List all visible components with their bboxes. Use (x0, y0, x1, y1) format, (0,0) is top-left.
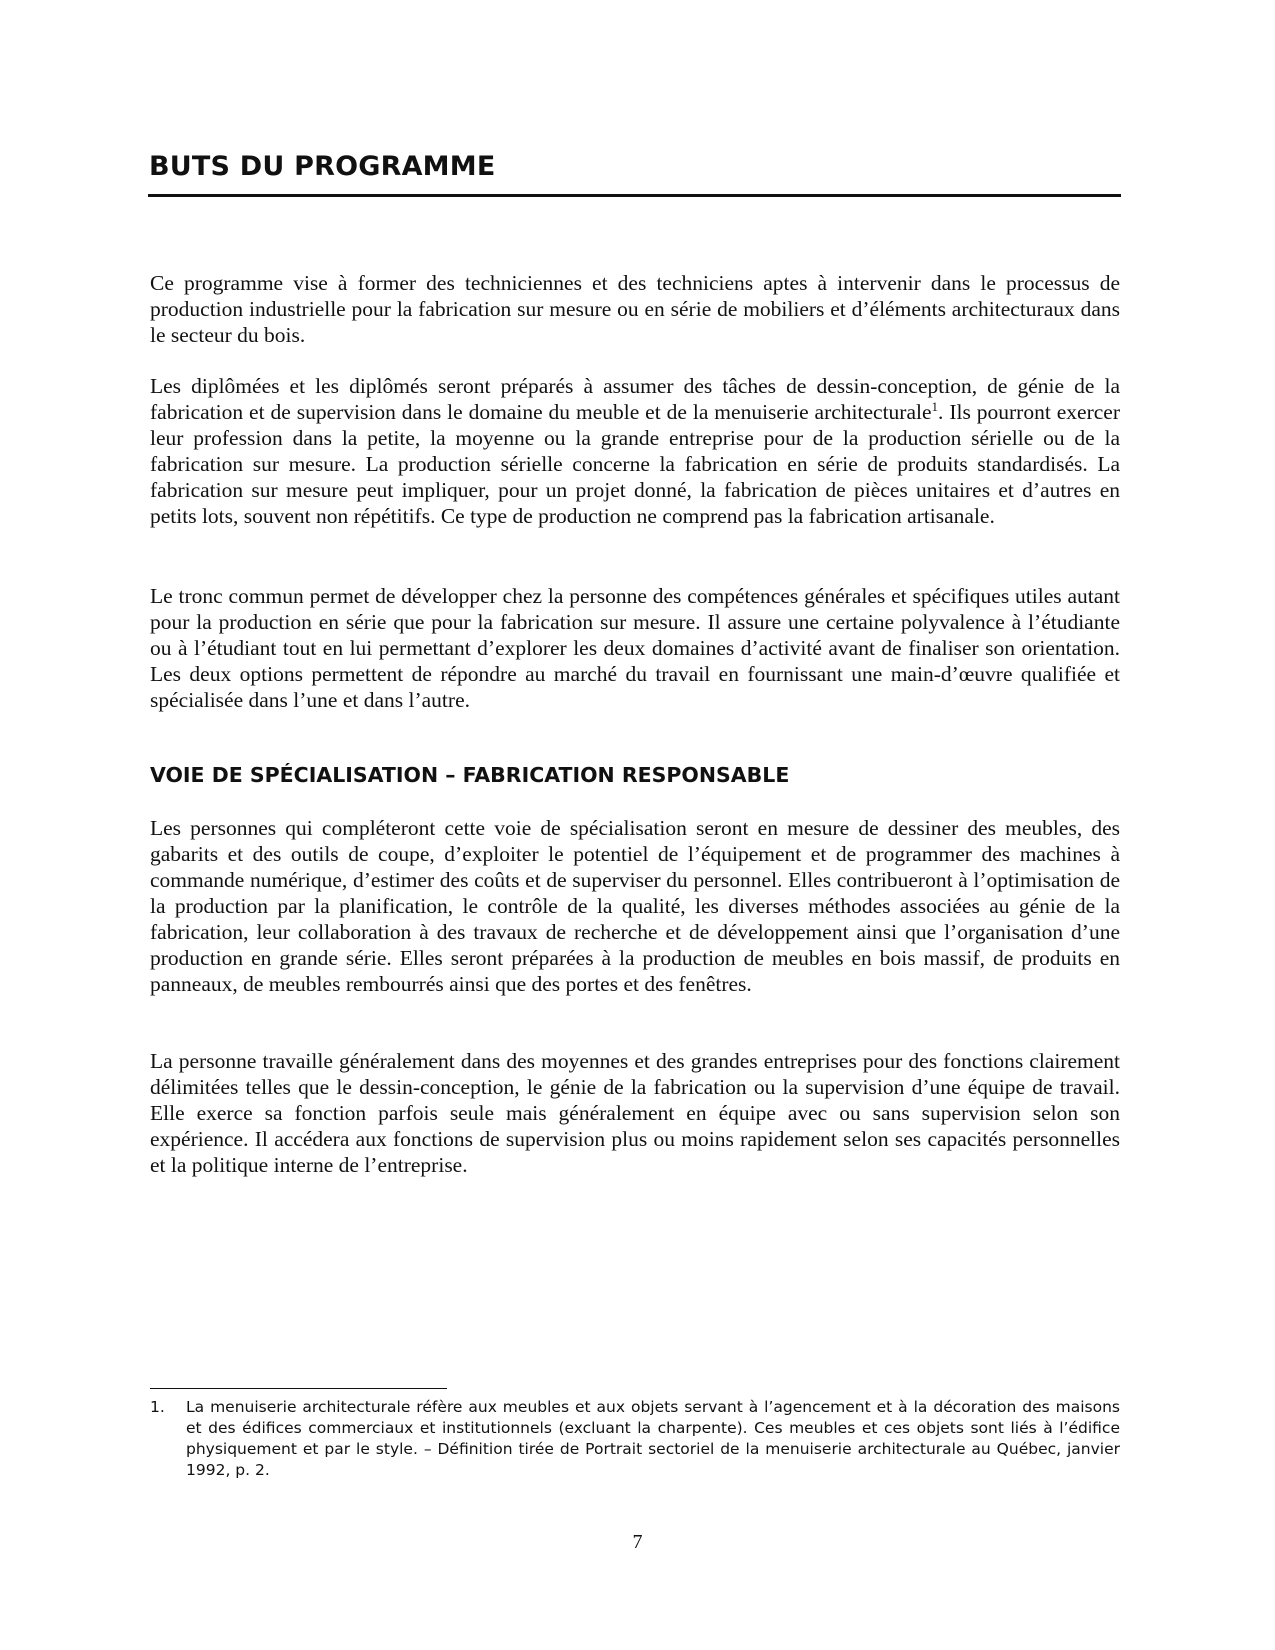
intro-paragraph-2 (150, 373, 1120, 529)
paragraph-text-before-ref: Les diplômées et les diplômés seront préparés à assumer des tâches de dessin-conception, de génie de la fabrication et de supervision dans le domaine du meuble et de la menuiserie architecturale (150, 374, 1120, 424)
intro-paragraph-3: Le tronc commun permet de développer chez la personne des compétences générales et spécifiques utiles autant pour la production en série que pour la fabrication sur mesure. Il assure une certaine polyvalence à l’étudiante ou à l’étudiant tout en lui permettant d’explorer les deux domaines d’activité avant de finaliser son orientation. Les deux options permettent de répondre au marché du travail en fournissant une main-d’œuvre qualifiée et spécialisée dans l’une et dans l’autre. (150, 584, 1120, 712)
section-heading: VOIE DE SPÉCIALISATION – FABRICATION RESPONSABLE (150, 763, 790, 787)
footnote-reference: 1 (931, 398, 939, 414)
footnote-separator (150, 1388, 447, 1389)
footnote-number: 1. (150, 1398, 165, 1416)
paragraph-text-after-ref: . Ils pourront exercer leur profession dans la petite, la moyenne ou la grande entreprise pour de la production sérielle ou de la fabrication sur mesure. La production sérielle concerne la fabrication en série de produits standardisés. La fabrication sur mesure peut impliquer, pour un projet donné, la fabrication de pièces unitaires et d’autres en petits lots, souvent non répétitifs. Ce type de production ne comprend pas la fabrication artisanale. (150, 400, 1120, 528)
section-paragraph-1: Les personnes qui compléteront cette voie de spécialisation seront en mesure de dessiner des meubles, des gabarits et des outils de coupe, d’exploiter le potentiel de l’équipement et de programmer des machines à commande numérique, d’estimer des coûts et de superviser du personnel. Elles contribueront à l’optimisation de la production par la planification, le contrôle de la qualité, les diverses méthodes associées au génie de la fabrication, leur collaboration à des travaux de recherche et de développement ainsi que l’organisation d’une production en grande série. Elles seront préparées à la production de meubles en bois massif, de produits en panneaux, de meubles rembourrés ainsi que des portes et des fenêtres. (150, 816, 1120, 996)
page-title: BUTS DU PROGRAMME (149, 151, 496, 182)
section-paragraph-2: La personne travaille généralement dans des moyennes et des grandes entreprises pour des fonctions clairement délimitées telles que le dessin-conception, le génie de la fabrication ou la supervision d’une équipe de travail. Elle exerce sa fonction parfois seule mais généralement en équipe avec ou sans supervision selon son expérience. Il accédera aux fonctions de supervision plus ou moins rapidement selon ses capacités personnelles et la politique interne de l’entreprise. (150, 1049, 1120, 1177)
intro-paragraph-1: Ce programme vise à former des techniciennes et des techniciens aptes à intervenir dans le processus de production industrielle pour la fabrication sur mesure ou en série de mobiliers et d’éléments architecturaux dans le secteur du bois. (150, 271, 1120, 347)
footnote (150, 1397, 1120, 1481)
page-number: 7 (632, 1531, 643, 1553)
title-underline (148, 194, 1121, 197)
footnote-text: La menuiserie architecturale réfère aux meubles et aux objets servant à l’agencement et à la décoration des maisons et des édifices commerciaux et institutionnels (excluant la charpente). Ces meubles et ces objets sont liés à l’édifice physiquement et par le style. – Définition tirée de Portrait sectoriel de la menuiserie architecturale au Québec, janvier 1992, p. 2. (186, 1398, 1120, 1479)
